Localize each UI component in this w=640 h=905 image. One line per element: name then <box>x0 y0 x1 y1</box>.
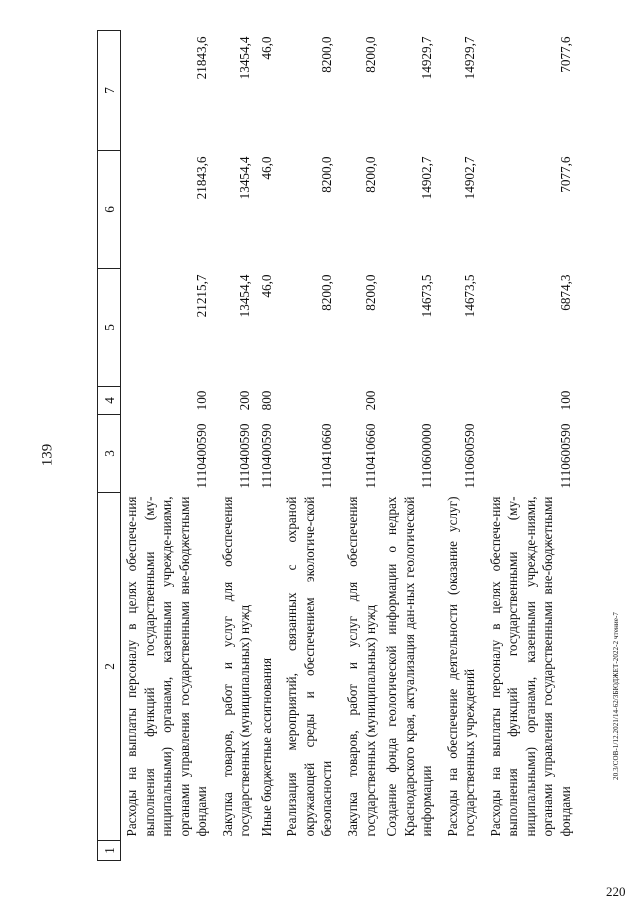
header-col-3: 3 <box>98 415 121 493</box>
row-value-col6: 14902,7 <box>462 156 478 200</box>
row-target-code: 1110400590 <box>258 423 274 489</box>
row-target-code: 1110400590 <box>237 423 253 489</box>
budget-table <box>97 30 577 861</box>
table-row <box>281 31 338 861</box>
table-row <box>442 31 481 861</box>
row-value-col5: 13454,4 <box>237 274 253 318</box>
table-header-row <box>98 31 121 861</box>
row-value-col7: 21843,6 <box>194 36 210 80</box>
header-col-6: 6 <box>98 151 121 269</box>
table-row <box>217 31 256 861</box>
row-value-col5: 8200,0 <box>319 274 335 311</box>
row-value-col6: 13454,4 <box>237 156 253 200</box>
row-expense-type <box>442 387 481 415</box>
header-col-2: 2 <box>98 493 121 841</box>
table-row <box>342 31 381 861</box>
row-value-col5: 46,0 <box>258 274 274 298</box>
row-value-col7: 14929,7 <box>419 36 435 80</box>
row-value-col5: 14673,5 <box>462 274 478 318</box>
row-expense-type <box>381 387 438 415</box>
row-target-code: 1110600590 <box>558 423 574 489</box>
row-description: Закупка товаров, работ и услуг для обеспечения государственных (муниципальных) нужд <box>219 496 253 837</box>
row-expense-type: 100 <box>558 390 574 411</box>
row-description: Реализация мероприятий, связанных с охраной окружающей среды и обеспечением экологиче-ской безопасности <box>284 496 335 837</box>
row-description: Иные бюджетные ассигнования <box>258 657 274 837</box>
row-description: Создание фонда геологической информации о недрах Краснодарского края, актуализация дан-ных геологической информации <box>384 496 435 837</box>
row-expense-type: 800 <box>258 390 274 411</box>
row-expense-type: 200 <box>237 390 253 411</box>
row-target-code: 1110400590 <box>194 423 210 489</box>
row-value-col7: 14929,7 <box>462 36 478 80</box>
row-value-col6: 46,0 <box>258 156 274 180</box>
header-col-4: 4 <box>98 387 121 415</box>
row-value-col6: 8200,0 <box>362 156 378 193</box>
page-number: 139 <box>39 443 56 467</box>
table-row <box>256 31 278 861</box>
table-row <box>121 31 213 861</box>
budget-table-container <box>97 31 595 861</box>
row-value-col7: 8200,0 <box>319 36 335 73</box>
row-target-code: 1110410660 <box>319 423 335 489</box>
row-value-col5: 8200,0 <box>362 274 378 311</box>
row-description: Расходы на обеспечение деятельности (оказание услуг) государственных учреждений <box>444 496 478 837</box>
row-expense-type <box>281 387 338 415</box>
row-description: Закупка товаров, работ и услуг для обеспечения государственных (муниципальных) нужд <box>345 496 378 837</box>
row-expense-type: 200 <box>362 390 378 411</box>
row-target-code: 1110600590 <box>462 423 478 489</box>
row-value-col7: 7077,6 <box>558 36 574 73</box>
bottom-page-number: 220 <box>606 884 626 899</box>
table-row <box>381 31 438 861</box>
row-value-col5: 6874,3 <box>558 274 574 311</box>
row-value-col7: 8200,0 <box>362 36 378 73</box>
header-col-7: 7 <box>98 31 121 151</box>
row-target-code: 1110600000 <box>419 423 435 489</box>
row-description: Расходы на выплаты персоналу в целях обеспече-ния выполнения функций государственными (му-ниципальными) органами, казенными учрежде-ниями, органами управления государственными вне-бюджетными фондами <box>487 496 574 837</box>
table-row <box>485 31 577 861</box>
row-value-col5: 21215,7 <box>194 274 210 318</box>
row-value-col7: 46,0 <box>258 36 274 60</box>
row-value-col5: 14673,5 <box>419 274 435 318</box>
row-value-col6: 14902,7 <box>419 156 435 200</box>
document-footer-code: 20.3/СОВ-1/12.2021/14-62/ЗБЮДЖЕТ-2022-2 чтение-7 <box>612 612 620 780</box>
row-expense-type: 100 <box>194 390 210 411</box>
header-col-1: 1 <box>98 841 121 861</box>
row-value-col7: 13454,4 <box>237 36 253 80</box>
header-col-5: 5 <box>98 269 121 387</box>
row-value-col6: 21843,6 <box>194 156 210 200</box>
row-target-code: 1110410660 <box>362 423 378 489</box>
row-value-col6: 8200,0 <box>319 156 335 193</box>
row-value-col6: 7077,6 <box>558 156 574 193</box>
row-description: Расходы на выплаты персоналу в целях обеспече-ния выполнения функций государственными (му-ниципальными) органами, казенными учрежде-ниями, органами управления государственными вне-бюджетными фондами <box>124 496 210 837</box>
